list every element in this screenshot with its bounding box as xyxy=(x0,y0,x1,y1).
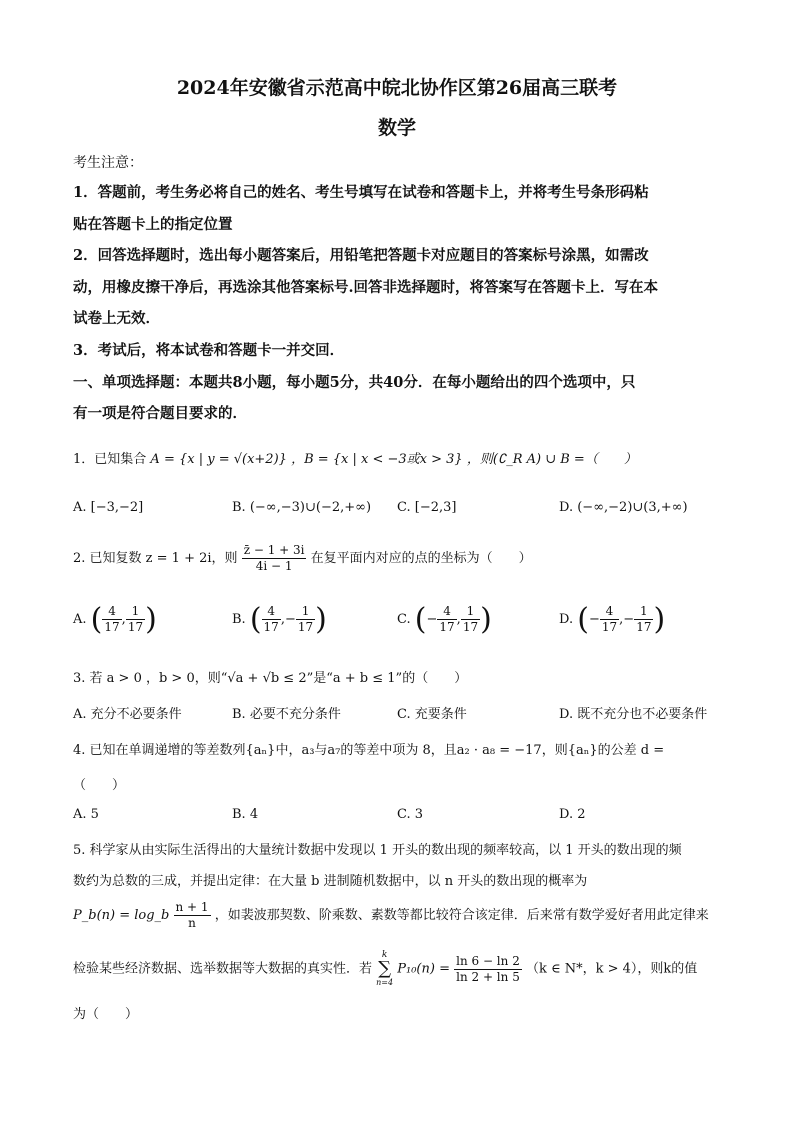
question-4-line-2: （ ） xyxy=(73,778,126,793)
question-1-option-a: A. [−3,−2] xyxy=(73,500,144,515)
question-2-prefix: 2. 已知复数 z = 1 + 2i，则 xyxy=(73,551,238,566)
question-4-option-a: A. 5 xyxy=(73,807,99,822)
numerator: n + 1 xyxy=(175,900,209,914)
numerator: ln 6 − ln 2 xyxy=(456,953,520,968)
denominator: 17 xyxy=(104,620,120,634)
question-2-option-a: A. ( $\frac{4}{17}$ , $\frac{1}{17}$ ) xyxy=(73,602,157,637)
question-1-prefix: 1．已知集合 xyxy=(73,452,147,467)
question-1-set-a: A = {x | y = √(x+2)} xyxy=(150,452,287,467)
question-2-fraction-numerator: z̄ − 1 + 3i xyxy=(243,543,305,557)
question-5-line-3-tail: ，如裴波那契数、阶乘数、素数等都比较符合该定律．后来常有数学爱好者用此定律来 xyxy=(214,908,709,923)
denominator: 17 xyxy=(297,620,314,634)
notice-item-1-line-1: 1．答题前，考生务必将自己的姓名、考生号填写在试卷和答题卡上，并将考生号条形码粘 xyxy=(73,184,649,201)
summation-fraction xyxy=(454,954,522,985)
notice-heading: 考生注意： xyxy=(73,155,143,171)
question-3-option-d: D. 既不充分也不必要条件 xyxy=(559,707,708,722)
numerator: 4 xyxy=(102,604,121,620)
notice-item-3: 3．考试后，将本试卷和答题卡一并交回． xyxy=(73,342,345,359)
denominator: 17 xyxy=(127,620,144,634)
question-5-line-1: 5. 科学家从由实际生活得出的大量统计数据中发现以 1 开头的数出现的频率较高，以 1 开头的数出现的频 xyxy=(73,843,682,858)
summation-term: P₁₀(n) = xyxy=(397,961,450,977)
numerator: 1 xyxy=(461,604,480,620)
question-5-line-4-tail: （k ∈ N*，k > 4），则k的值 xyxy=(525,961,698,977)
question-2-option-c: C. (− $\frac{4}{17}$ , $\frac{1}{17}$ ) xyxy=(397,602,492,637)
question-4-option-c: C. 3 xyxy=(397,807,424,822)
question-3-option-a: A. 充分不必要条件 xyxy=(73,707,182,722)
question-1-tail: ，则(∁_R A) ∪ B =（ ） xyxy=(466,452,637,467)
question-2-option-d: D. (− $\frac{4}{17}$ ,− $\frac{1}{17}$ ) xyxy=(559,602,666,637)
question-5-line-4 xyxy=(73,950,733,988)
question-5-line-4-prefix: 检验某些经济数据、选举数据等大数据的真实性．若 xyxy=(73,961,373,977)
summation-symbol: k ∑ n=4 xyxy=(376,950,394,987)
question-2-option-b: B. ( $\frac{4}{17}$ ,− $\frac{1}{17}$ ) xyxy=(232,602,327,637)
notice-item-2-line-3: 试卷上无效． xyxy=(73,310,160,327)
question-3: 3. 若 a > 0 ，b > 0，则“√a + √b ≤ 2”是“a + b ≤ 1”的（ ） xyxy=(73,671,468,686)
question-3-option-c: C. 充要条件 xyxy=(397,707,467,722)
question-4-option-b: B. 4 xyxy=(232,807,259,822)
question-2-fraction xyxy=(242,543,307,574)
benford-formula-fraction xyxy=(174,900,211,931)
question-2 xyxy=(73,543,733,574)
question-1 xyxy=(73,448,733,467)
question-5-line-2: 数约为总数的三成，并提出定律：在大量 b 进制随机数据中，以 n 开头的数出现的概率为 xyxy=(73,874,588,889)
question-1-set-b: ，B = {x | x < −3或x > 3} xyxy=(291,452,463,467)
denominator: 17 xyxy=(439,620,455,634)
question-5-line-3 xyxy=(73,900,733,931)
denominator: n xyxy=(188,916,196,930)
section-1-heading-line-1: 一、单项选择题：本题共8小题，每小题5分，共40分．在每小题给出的四个选项中，只 xyxy=(73,374,636,391)
numerator: 1 xyxy=(126,604,145,620)
question-3-option-b: B. 必要不充分条件 xyxy=(232,707,341,722)
numerator: 4 xyxy=(437,604,456,620)
numerator: 1 xyxy=(296,604,315,620)
option-label: D. xyxy=(559,612,574,627)
sign: − xyxy=(284,612,296,627)
summation-upper: k xyxy=(381,950,388,960)
question-2-tail: 在复平面内对应的点的坐标为（ ） xyxy=(310,551,532,566)
sign: − xyxy=(426,612,438,627)
notice-item-1-line-2: 贴在答题卡上的指定位置 xyxy=(73,216,233,233)
option-label: C. xyxy=(397,612,411,627)
question-1-option-c: C. [−2,3] xyxy=(397,500,457,515)
exam-title: 2024年安徽省示范高中皖北协作区第26届高三联考 xyxy=(176,77,618,99)
denominator: 17 xyxy=(263,620,279,634)
question-1-option-b: B. (−∞,−3)∪(−2,+∞) xyxy=(232,500,372,515)
option-label: B. xyxy=(232,612,246,627)
summation-lower: n=4 xyxy=(376,978,394,987)
denominator: 17 xyxy=(462,620,479,634)
question-2-fraction-denominator: 4i − 1 xyxy=(255,559,293,573)
section-1-heading-line-2: 有一项是符合题目要求的． xyxy=(73,405,247,422)
notice-item-2-line-2: 动，用橡皮擦干净后，再选涂其他答案标号.回答非选择题时，将答案写在答题卡上．写在本 xyxy=(73,279,659,296)
option-label: A. xyxy=(73,612,87,627)
question-4-option-d: D. 2 xyxy=(559,807,586,822)
exam-subject: 数学 xyxy=(377,117,416,139)
numerator: 4 xyxy=(600,604,619,620)
notice-item-2-line-1: 2．回答选择题时，选出每小题答案后，用铅笔把答题卡对应题目的答案标号涂黑，如需改 xyxy=(73,247,649,264)
question-4-line-1: 4. 已知在单调递增的等差数列{aₙ}中，a₃与a₇的等差中项为 8，且a₂ · a₈ = −17，则{aₙ}的公差 d = xyxy=(73,743,665,758)
numerator: 4 xyxy=(262,604,281,620)
denominator: 17 xyxy=(601,620,618,634)
sign: − xyxy=(588,612,600,627)
numerator: 1 xyxy=(634,604,653,620)
question-5-line-5: 为（ ） xyxy=(73,1007,139,1022)
denominator: 17 xyxy=(636,620,652,634)
sign: − xyxy=(623,612,635,627)
benford-formula-lhs: P_b(n) = log_b xyxy=(73,908,170,923)
denominator: ln 2 + ln 5 xyxy=(456,969,520,984)
question-1-option-d: D. (−∞,−2)∪(3,+∞) xyxy=(559,500,688,515)
